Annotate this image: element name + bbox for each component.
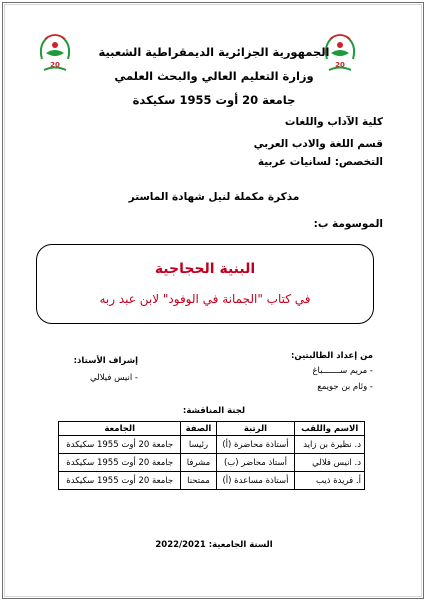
column-header: الجامعة: [59, 422, 181, 436]
university-name: جامعة 20 أوت 1955 سكيكدة: [132, 93, 296, 107]
table-cell: د. انيس فلالي: [295, 454, 365, 472]
table-cell: أستاذة مساعدة (أ): [216, 472, 295, 490]
jury-table: [58, 421, 365, 490]
republic-name: الجمهورية الجزائرية الديمقراطية الشعبية: [98, 45, 330, 59]
column-header: الاسم واللقب: [295, 422, 365, 436]
table-cell: د. نظيرة بن زايد: [295, 436, 365, 454]
table-row: [59, 472, 365, 490]
table-header-row: [59, 422, 365, 436]
supervisor-name: - انيس فيلالي: [90, 373, 138, 383]
table-row: [59, 436, 365, 454]
column-header: الرتبة: [216, 422, 295, 436]
table-cell: جامعة 20 أوت 1955 سكيكدة: [59, 472, 181, 490]
table-cell: مشرفا: [181, 454, 216, 472]
table-cell: ممتحنا: [181, 472, 216, 490]
ministry-name: وزارة التعليم العالي والبحث العلمي: [114, 69, 314, 83]
department-name: قسم اللغة والادب العربي: [253, 138, 383, 150]
titled-label: الموسومة ب:: [313, 218, 383, 230]
specialty: التخصص: لسانيات عربية: [257, 156, 383, 168]
table-row: [59, 454, 365, 472]
thesis-subtitle: في كتاب "الجمانة في الوفود" لابن عبد ربه: [99, 292, 311, 306]
jury-label: لجنة المناقشة:: [182, 406, 246, 416]
column-header: الصفة: [181, 422, 216, 436]
thesis-title: البنية الحجاجية: [154, 261, 256, 277]
student-name: - مريم ســـــــباغ: [312, 366, 373, 376]
table-cell: جامعة 20 أوت 1955 سكيكدة: [59, 454, 181, 472]
students-label: من إعداد الطالبتين:: [291, 351, 373, 361]
table-cell: أ. فريدة ذيب: [295, 472, 365, 490]
academic-year: السنة الجامعية: 2022/2021: [155, 540, 273, 550]
faculty-name: كلية الآداب واللغات: [284, 116, 383, 128]
table-cell: أستاذ محاضر (ب): [216, 454, 295, 472]
table-cell: رئيسا: [181, 436, 216, 454]
memo-type: مذكرة مكملة لنيل شهادة الماستر: [128, 191, 300, 203]
table-cell: أستاذة محاضرة (أ): [216, 436, 295, 454]
supervisor-label: إشراف الأستاذ:: [73, 356, 138, 366]
svg-text:20: 20: [335, 61, 345, 69]
student-name: - وئام بن جويمع: [317, 382, 373, 392]
thesis-title-box: [36, 244, 374, 324]
table-cell: جامعة 20 أوت 1955 سكيكدة: [59, 436, 181, 454]
svg-text:20: 20: [50, 61, 60, 69]
